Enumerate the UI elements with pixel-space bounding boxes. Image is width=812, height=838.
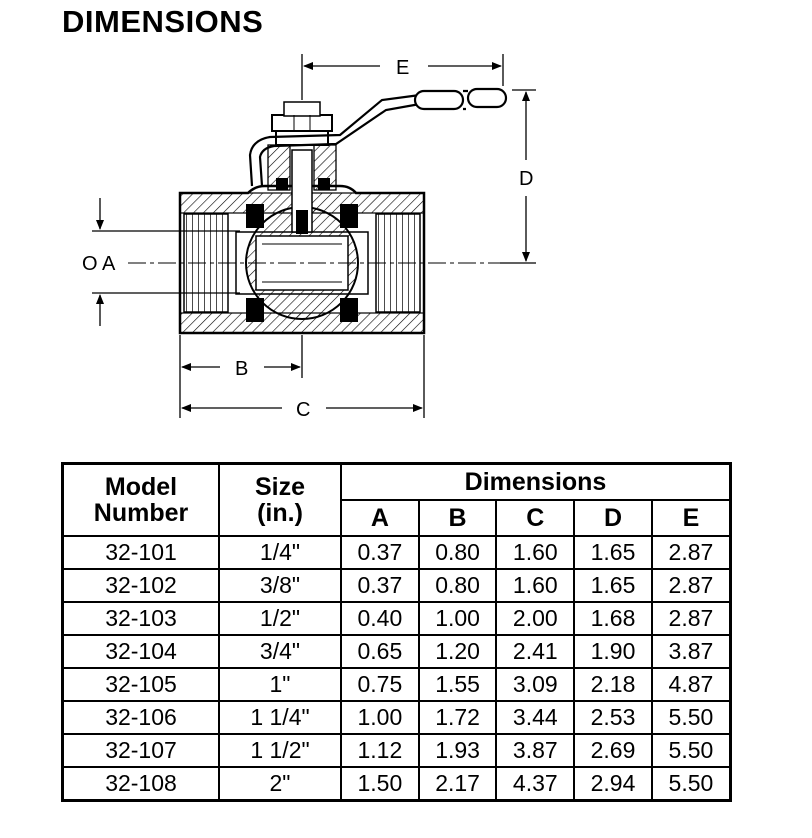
dimension-b-cell: 2.17 [419,767,497,801]
table-row [63,635,731,668]
dimension-a-cell: 0.65 [341,635,419,668]
dimension-b-cell: 1.93 [419,734,497,767]
column-header-e: E [652,500,731,536]
dimension-d-cell: 2.94 [574,767,652,801]
dimension-b-cell: 0.80 [419,569,497,602]
column-header-b: B [419,500,497,536]
header-dimensions: Dimensions [341,464,731,501]
column-header-d: D [574,500,652,536]
dimension-e-cell: 5.50 [652,734,731,767]
dimension-c-cell: 3.09 [496,668,574,701]
dimension-e-cell: 2.87 [652,602,731,635]
dim-label-c: C [296,399,311,421]
model-number-cell: 32-105 [63,668,220,701]
dimension-c-cell: 2.41 [496,635,574,668]
dim-label-a: O A [82,253,116,275]
model-number-cell: 32-104 [63,635,220,668]
dimension-d-cell: 2.18 [574,668,652,701]
table-row [63,734,731,767]
dimension-a-cell: 0.37 [341,536,419,569]
model-number-cell: 32-103 [63,602,220,635]
dimension-e-cell: 5.50 [652,767,731,801]
dimension-c-cell: 3.44 [496,701,574,734]
column-header-a: A [341,500,419,536]
size-cell: 1" [219,668,341,701]
dimension-c-cell: 4.37 [496,767,574,801]
dimension-a-cell: 1.12 [341,734,419,767]
dimension-a-cell: 0.37 [341,569,419,602]
dim-label-d: D [519,168,534,190]
stem-nut [272,102,332,145]
model-number-cell: 32-107 [63,734,220,767]
dimension-c-cell: 2.00 [496,602,574,635]
dimensions-table [61,462,732,802]
size-cell: 3/4" [219,635,341,668]
dimension-e-cell: 2.87 [652,536,731,569]
dimension-c-cell: 1.60 [496,536,574,569]
model-number-cell: 32-106 [63,701,220,734]
table-row [63,701,731,734]
size-cell: 1/4" [219,536,341,569]
dimension-d-cell: 1.68 [574,602,652,635]
dimension-c-cell: 3.87 [496,734,574,767]
dimension-e-cell: 5.50 [652,701,731,734]
dimension-d-cell: 1.90 [574,635,652,668]
header-model-number: Model Number [63,464,220,537]
dimension-c-cell: 1.60 [496,569,574,602]
dimension-d-cell: 2.53 [574,701,652,734]
column-header-c: C [496,500,574,536]
dimension-a-cell: 0.40 [341,602,419,635]
dimension-b-cell: 1.72 [419,701,497,734]
size-cell: 1 1/4" [219,701,341,734]
size-cell: 1/2" [219,602,341,635]
dimension-a-cell: 1.00 [341,701,419,734]
model-number-cell: 32-101 [63,536,220,569]
dimension-d-cell: 1.65 [574,569,652,602]
dimension-b-cell: 1.00 [419,602,497,635]
page-title: DIMENSIONS [62,4,264,39]
dimension-b-cell: 0.80 [419,536,497,569]
size-cell: 3/8" [219,569,341,602]
table-row [63,767,731,801]
table-row [63,602,731,635]
dim-label-e: E [396,57,410,79]
dimension-a-cell: 1.50 [341,767,419,801]
dimension-b-cell: 1.55 [419,668,497,701]
table-row [63,569,731,602]
dimension-b-cell: 1.20 [419,635,497,668]
dimension-d-cell: 1.65 [574,536,652,569]
dimension-d-cell: 2.69 [574,734,652,767]
table-body [63,536,731,801]
header-size: Size (in.) [219,464,341,537]
table-row [63,536,731,569]
size-cell: 2" [219,767,341,801]
dimension-a-cell: 0.75 [341,668,419,701]
table-row [63,668,731,701]
dimension-e-cell: 4.87 [652,668,731,701]
dimension-e-cell: 3.87 [652,635,731,668]
model-number-cell: 32-102 [63,569,220,602]
model-number-cell: 32-108 [63,767,220,801]
dimension-e-cell: 2.87 [652,569,731,602]
size-cell: 1 1/2" [219,734,341,767]
dim-label-b: B [235,358,249,380]
